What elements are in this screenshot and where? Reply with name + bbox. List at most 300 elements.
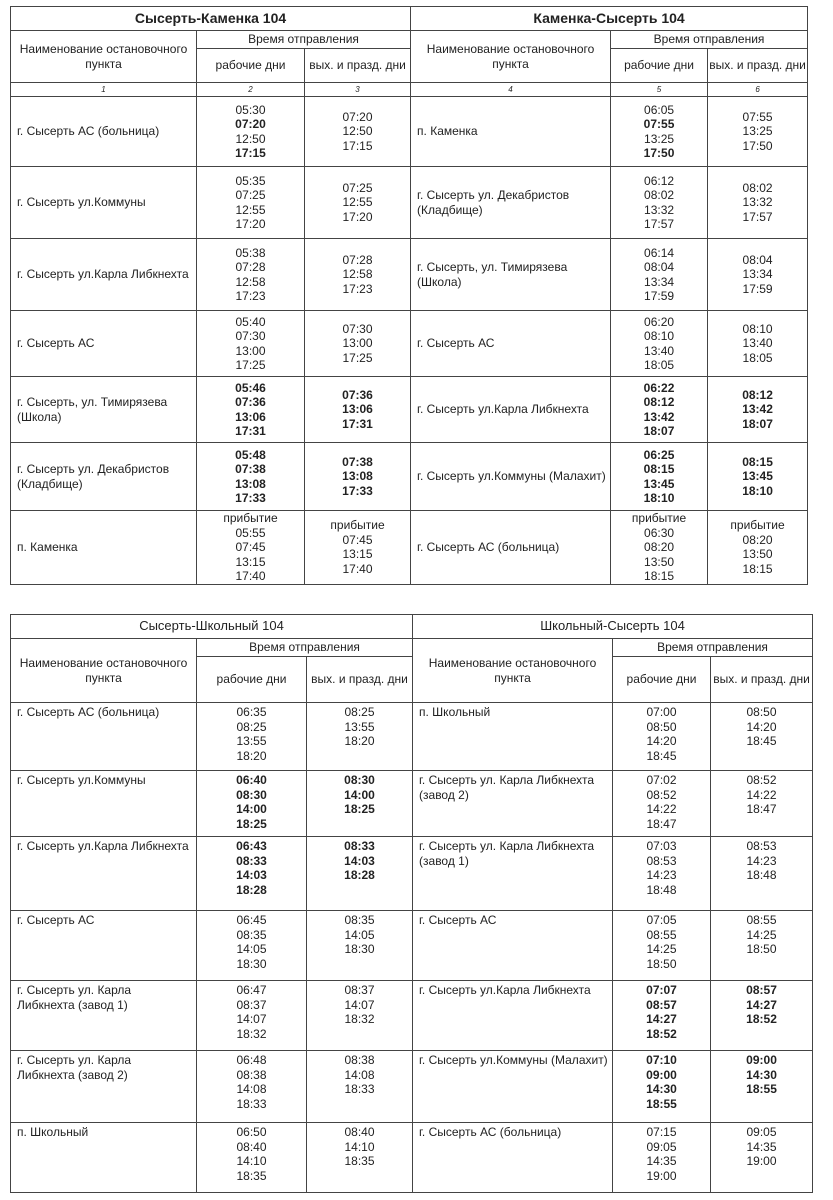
departure-time: 07:30 (235, 329, 266, 343)
departure-time: 06:47 (236, 983, 267, 997)
departure-time: 07:02 (646, 773, 677, 787)
departure-time: 06:40 (236, 773, 267, 787)
workday-times (197, 311, 305, 377)
departure-time: 08:38 (344, 1053, 375, 1067)
workday-times (613, 703, 711, 771)
departure-time: 18:33 (236, 1096, 267, 1111)
departure-time: 08:12 (742, 387, 773, 402)
departure-time: 18:10 (742, 483, 773, 498)
holiday-times (711, 837, 813, 911)
departure-time: 08:15 (643, 462, 675, 476)
departure-time: 14:00 (344, 787, 375, 802)
departure-time: 18:35 (344, 1154, 375, 1168)
stop-name: г. Сысерть АС (411, 311, 611, 377)
schedule-row (11, 311, 808, 377)
departure-time: 14:35 (646, 1154, 677, 1168)
departure-time: 14:05 (236, 942, 267, 956)
departure-time: 13:34 (644, 274, 675, 289)
stop-name: г. Сысерть ул. Декабристов (Кладбище) (411, 167, 611, 239)
departure-time: 13:40 (644, 343, 675, 358)
holiday-times (708, 511, 808, 585)
departure-time: 14:07 (344, 997, 375, 1012)
holiday-times (307, 771, 413, 837)
schedule-row (11, 911, 813, 981)
departure-time: 18:55 (646, 1096, 677, 1111)
departure-time: 18:52 (646, 1026, 677, 1041)
workdays-header: рабочие дни (611, 49, 708, 83)
stop-name: г. Сысерть, ул. Тимирязева (Школа) (411, 239, 611, 311)
departure-time: 18:05 (742, 350, 773, 365)
departure-time: 07:30 (342, 321, 373, 336)
stop-name: г. Сысерть, ул. Тимирязева (Школа) (11, 377, 197, 443)
workday-times (197, 239, 305, 311)
departure-time: 12:55 (342, 195, 373, 210)
stop-name: г. Сысерть ул.Коммуны (Малахит) (411, 443, 611, 511)
departure-time: 17:15 (342, 138, 373, 153)
departure-time: 17:25 (235, 358, 266, 372)
departure-time: 08:50 (646, 719, 677, 734)
holiday-times (305, 239, 411, 311)
departure-time: 18:07 (742, 416, 773, 431)
workday-times (613, 981, 711, 1051)
departure-time: 05:55 (235, 525, 266, 540)
column-number: 5 (611, 83, 708, 97)
column-number: 1 (11, 83, 197, 97)
departure-time: 07:25 (342, 180, 373, 195)
route-title-right: Каменка-Сысерть 104 (411, 7, 808, 31)
holiday-times (305, 97, 411, 167)
departure-time: 17:31 (235, 424, 266, 438)
departure-time: 12:50 (235, 131, 266, 146)
workday-times (197, 981, 307, 1051)
departure-time: 18:32 (236, 1026, 267, 1041)
schedule-row (11, 837, 813, 911)
departure-time: 17:40 (342, 561, 373, 576)
workday-times (611, 377, 708, 443)
departure-time: 14:08 (236, 1082, 267, 1096)
schedule-row (11, 377, 808, 443)
departure-time: 13:45 (643, 476, 675, 491)
departure-time: 08:38 (236, 1067, 267, 1082)
departure-time: 08:53 (746, 839, 777, 853)
departure-time: 18:52 (746, 1012, 777, 1026)
departure-time: 08:35 (236, 927, 267, 942)
departure-time: 07:25 (235, 188, 266, 202)
departure-time: 18:50 (746, 942, 777, 956)
stop-name-header: Наименование остановочного пункта (11, 639, 197, 703)
holiday-times (711, 1123, 813, 1193)
departure-time: 13:00 (235, 343, 266, 358)
column-number: 6 (708, 83, 808, 97)
departure-time: 18:10 (643, 491, 675, 505)
workday-times (613, 911, 711, 981)
stop-name: г. Сысерть ул. Карла Либкнехта (завод 1) (413, 837, 613, 911)
workday-times (611, 167, 708, 239)
departure-time: 18:20 (236, 748, 267, 763)
departure-time: 09:05 (746, 1125, 777, 1139)
schedule-row (11, 97, 808, 167)
arrival-label: прибытие (730, 518, 785, 533)
departure-time: 08:30 (344, 773, 375, 787)
departure-time: 17:20 (342, 209, 373, 224)
stop-name: г. Сысерть АС (больница) (413, 1123, 613, 1193)
holiday-times (305, 443, 411, 511)
departure-time: 14:00 (236, 802, 267, 816)
departure-time: 18:28 (236, 882, 267, 897)
departure-time: 18:47 (746, 802, 777, 816)
departure-time: 17:33 (342, 483, 373, 498)
departure-time: 14:03 (344, 853, 375, 868)
stop-name: г. Сысерть ул.Карла Либкнехта (11, 837, 197, 911)
departure-time: 18:07 (643, 424, 675, 438)
departure-time: 08:12 (643, 395, 675, 409)
departure-time: 06:14 (644, 245, 675, 260)
departure-time: 17:20 (235, 217, 266, 231)
departure-time: 08:57 (646, 997, 677, 1012)
departure-time: 07:55 (742, 109, 773, 124)
departure-time: 13:25 (742, 124, 773, 139)
schedule-row (11, 703, 813, 771)
schedule-row (11, 1123, 813, 1193)
departure-time: 14:35 (746, 1139, 777, 1154)
departure-time: 08:15 (742, 454, 773, 469)
holidays-header: вых. и празд. дни (708, 49, 808, 83)
holidays-header: вых. и празд. дни (305, 49, 411, 83)
holiday-times (307, 703, 413, 771)
workdays-header: рабочие дни (197, 657, 307, 703)
holiday-times (708, 97, 808, 167)
departure-time: 19:00 (746, 1154, 777, 1168)
departure-time: 06:22 (643, 380, 675, 395)
departure-time: 14:08 (344, 1067, 375, 1082)
departure-time: 13:32 (742, 195, 773, 210)
arrival-label: прибытие (330, 518, 385, 533)
departure-time: 17:57 (644, 217, 675, 231)
departure-time: 08:04 (644, 260, 675, 274)
holiday-times (305, 167, 411, 239)
schedule-row (11, 443, 808, 511)
stop-name: г. Сысерть ул. Карла Либкнехта (завод 2) (413, 771, 613, 837)
departure-time: 07:00 (646, 705, 677, 719)
departure-time: 13:06 (235, 409, 266, 424)
departure-time: 13:50 (742, 547, 773, 562)
departure-time: 14:07 (236, 1012, 267, 1026)
workday-times (197, 1051, 307, 1123)
holiday-times (708, 443, 808, 511)
departure-time: 18:28 (344, 868, 375, 882)
holiday-times (307, 981, 413, 1051)
departure-header: Время отправления (611, 31, 808, 49)
departure-time: 17:57 (742, 209, 773, 224)
workday-times (197, 771, 307, 837)
departure-time: 13:25 (644, 131, 675, 146)
holiday-times (305, 377, 411, 443)
departure-time: 05:48 (235, 447, 266, 462)
departure-time: 13:42 (742, 402, 773, 417)
departure-time: 14:25 (646, 942, 677, 956)
departure-time: 14:25 (746, 927, 777, 942)
departure-time: 18:15 (742, 561, 773, 576)
departure-time: 06:20 (644, 314, 675, 329)
departure-time: 18:25 (236, 816, 267, 831)
departure-time: 09:00 (746, 1053, 777, 1067)
departure-time: 08:25 (344, 705, 375, 719)
workday-times (197, 703, 307, 771)
departure-time: 08:02 (742, 180, 773, 195)
workday-times (613, 771, 711, 837)
departure-time: 17:25 (342, 350, 373, 365)
departure-time: 08:20 (644, 540, 675, 554)
departure-time: 14:30 (646, 1082, 677, 1096)
departure-time: 14:03 (236, 868, 267, 882)
stop-name: г. Сысерть АС (больница) (11, 97, 197, 167)
departure-time: 06:50 (236, 1125, 267, 1139)
departure-time: 08:04 (742, 252, 773, 267)
stop-name: г. Сысерть ул.Карла Либкнехта (413, 981, 613, 1051)
departure-time: 13:50 (644, 554, 675, 569)
departure-time: 09:05 (646, 1139, 677, 1154)
schedule-row (11, 1051, 813, 1123)
stop-name: г. Сысерть АС (11, 911, 197, 981)
departure-time: 08:50 (746, 705, 777, 719)
departure-time: 18:50 (646, 956, 677, 971)
holiday-times (307, 837, 413, 911)
holiday-times (711, 981, 813, 1051)
departure-time: 08:40 (344, 1125, 375, 1139)
departure-time: 08:33 (344, 839, 375, 853)
workday-times (197, 837, 307, 911)
stop-name: г. Сысерть АС (413, 911, 613, 981)
departure-time: 14:27 (646, 1012, 677, 1026)
workday-times (197, 377, 305, 443)
holiday-times (305, 311, 411, 377)
departure-time: 13:15 (342, 547, 373, 562)
route-title-left: Сысерть-Каменка 104 (11, 7, 411, 31)
departure-time: 06:05 (644, 102, 675, 117)
departure-time: 17:50 (742, 138, 773, 153)
workday-times (611, 511, 708, 585)
stop-name: г. Сысерть ул.Коммуны (Малахит) (413, 1051, 613, 1123)
schedule-row (11, 771, 813, 837)
holiday-times (708, 311, 808, 377)
stop-name: п. Школьный (11, 1123, 197, 1193)
departure-time: 08:55 (646, 927, 677, 942)
workday-times (611, 97, 708, 167)
departure-time: 06:25 (643, 447, 675, 462)
departure-time: 18:33 (344, 1082, 375, 1096)
departure-time: 17:33 (235, 491, 266, 505)
departure-time: 17:59 (644, 289, 675, 303)
holiday-times (708, 377, 808, 443)
departure-time: 08:20 (742, 532, 773, 547)
workday-times (611, 311, 708, 377)
departure-time: 08:33 (236, 853, 267, 868)
schedule-row (11, 981, 813, 1051)
holiday-times (307, 911, 413, 981)
workday-times (613, 837, 711, 911)
departure-time: 19:00 (646, 1168, 677, 1183)
departure-time: 08:55 (746, 913, 777, 927)
departure-time: 14:20 (746, 719, 777, 734)
departure-time: 07:28 (342, 252, 373, 267)
departure-time: 05:35 (235, 173, 266, 188)
departure-time: 17:23 (342, 281, 373, 296)
departure-time: 13:45 (742, 469, 773, 484)
holiday-times (711, 771, 813, 837)
departure-time: 07:28 (235, 260, 266, 274)
departure-time: 14:30 (746, 1067, 777, 1082)
workday-times (611, 239, 708, 311)
stop-name: п. Каменка (11, 511, 197, 585)
departure-time: 14:10 (236, 1154, 267, 1168)
workday-times (197, 97, 305, 167)
departure-time: 13:34 (742, 267, 773, 282)
departure-time: 07:07 (646, 983, 677, 997)
departure-time: 07:20 (342, 109, 373, 124)
departure-time: 07:15 (646, 1125, 677, 1139)
departure-time: 08:30 (236, 787, 267, 802)
departure-time: 07:05 (646, 913, 677, 927)
departure-time: 12:58 (342, 267, 373, 282)
departure-time: 07:38 (235, 462, 266, 476)
column-number: 3 (305, 83, 411, 97)
stop-name: п. Школьный (413, 703, 613, 771)
departure-time: 08:52 (646, 787, 677, 802)
departure-time: 18:05 (644, 358, 675, 372)
departure-header: Время отправления (197, 31, 411, 49)
departure-time: 18:20 (344, 734, 375, 748)
departure-time: 13:08 (235, 476, 266, 491)
schedule-table-syserть-shkolny (10, 614, 813, 1193)
stop-name-header: Наименование остановочного пункта (411, 31, 611, 83)
departure-time: 08:53 (646, 853, 677, 868)
stop-name: г. Сысерть ул.Коммуны (11, 167, 197, 239)
departure-time: 14:23 (646, 868, 677, 882)
departure-time: 13:00 (342, 336, 373, 351)
stop-name-header: Наименование остановочного пункта (11, 31, 197, 83)
route-title-right: Школьный-Сысерть 104 (413, 615, 813, 639)
stop-name: г. Сысерть ул.Коммуны (11, 771, 197, 837)
schedule-table-syserть-kamenka (10, 6, 808, 585)
stop-name-header: Наименование остановочного пункта (413, 639, 613, 703)
departure-time: 08:40 (236, 1139, 267, 1154)
stop-name: г. Сысерть АС (больница) (411, 511, 611, 585)
departure-time: 05:30 (235, 102, 266, 117)
departure-header: Время отправления (197, 639, 413, 657)
column-number: 2 (197, 83, 305, 97)
departure-time: 18:48 (746, 868, 777, 882)
workdays-header: рабочие дни (613, 657, 711, 703)
departure-time: 18:35 (236, 1168, 267, 1183)
departure-time: 06:48 (236, 1053, 267, 1067)
column-number: 4 (411, 83, 611, 97)
holiday-times (307, 1123, 413, 1193)
departure-time: 18:47 (646, 816, 677, 831)
departure-time: 13:06 (342, 402, 373, 417)
departure-time: 07:38 (342, 454, 373, 469)
workday-times (197, 511, 305, 585)
departure-time: 09:00 (646, 1067, 677, 1082)
departure-time: 07:10 (646, 1053, 677, 1067)
holiday-times (305, 511, 411, 585)
departure-time: 06:30 (644, 525, 675, 540)
stop-name: п. Каменка (411, 97, 611, 167)
departure-time: 13:15 (235, 554, 266, 569)
workday-times (197, 1123, 307, 1193)
departure-time: 17:15 (235, 146, 266, 160)
departure-time: 18:25 (344, 802, 375, 816)
holidays-header: вых. и празд. дни (711, 657, 813, 703)
departure-time: 14:20 (646, 734, 677, 748)
departure-time: 06:45 (236, 913, 267, 927)
workday-times (613, 1051, 711, 1123)
holiday-times (711, 911, 813, 981)
departure-time: 18:32 (344, 1012, 375, 1026)
stop-name: г. Сысерть ул. Карла Либкнехта (завод 1) (11, 981, 197, 1051)
departure-time: 08:57 (746, 983, 777, 997)
workdays-header: рабочие дни (197, 49, 305, 83)
departure-time: 18:48 (646, 882, 677, 897)
holiday-times (307, 1051, 413, 1123)
workday-times (613, 1123, 711, 1193)
stop-name: г. Сысерть ул.Карла Либкнехта (411, 377, 611, 443)
workday-times (197, 443, 305, 511)
departure-time: 17:40 (235, 569, 266, 583)
departure-time: 07:36 (342, 387, 373, 402)
departure-header: Время отправления (613, 639, 813, 657)
stop-name: г. Сысерть ул. Декабристов (Кладбище) (11, 443, 197, 511)
departure-time: 17:59 (742, 281, 773, 296)
schedule-row (11, 167, 808, 239)
departure-time: 07:36 (235, 395, 266, 409)
departure-time: 05:38 (235, 245, 266, 260)
departure-time: 18:30 (344, 942, 375, 956)
departure-time: 07:55 (643, 117, 675, 131)
departure-time: 12:58 (235, 274, 266, 289)
departure-time: 17:31 (342, 416, 373, 431)
departure-time: 08:10 (644, 329, 675, 343)
departure-time: 07:45 (342, 532, 373, 547)
departure-time: 05:40 (235, 314, 266, 329)
holidays-header: вых. и празд. дни (307, 657, 413, 703)
departure-time: 08:25 (236, 719, 267, 734)
departure-time: 12:50 (342, 124, 373, 139)
departure-time: 18:15 (644, 569, 675, 583)
departure-time: 06:12 (644, 173, 675, 188)
holiday-times (708, 167, 808, 239)
holiday-times (711, 703, 813, 771)
departure-time: 18:45 (646, 748, 677, 763)
departure-time: 08:02 (644, 188, 675, 202)
departure-time: 13:40 (742, 336, 773, 351)
departure-time: 14:22 (646, 802, 677, 816)
stop-name: г. Сысерть АС (больница) (11, 703, 197, 771)
departure-time: 14:23 (746, 853, 777, 868)
departure-time: 08:37 (344, 983, 375, 997)
departure-time: 08:35 (344, 913, 375, 927)
departure-time: 17:50 (643, 146, 675, 160)
departure-time: 13:55 (344, 719, 375, 734)
departure-time: 05:46 (235, 380, 266, 395)
departure-time: 18:55 (746, 1082, 777, 1096)
arrival-label: прибытие (631, 511, 687, 525)
stop-name: г. Сысерть ул. Карла Либкнехта (завод 2) (11, 1051, 197, 1123)
workday-times (611, 443, 708, 511)
departure-time: 18:45 (746, 734, 777, 748)
workday-times (197, 911, 307, 981)
departure-time: 12:55 (235, 202, 266, 217)
departure-time: 13:32 (644, 202, 675, 217)
